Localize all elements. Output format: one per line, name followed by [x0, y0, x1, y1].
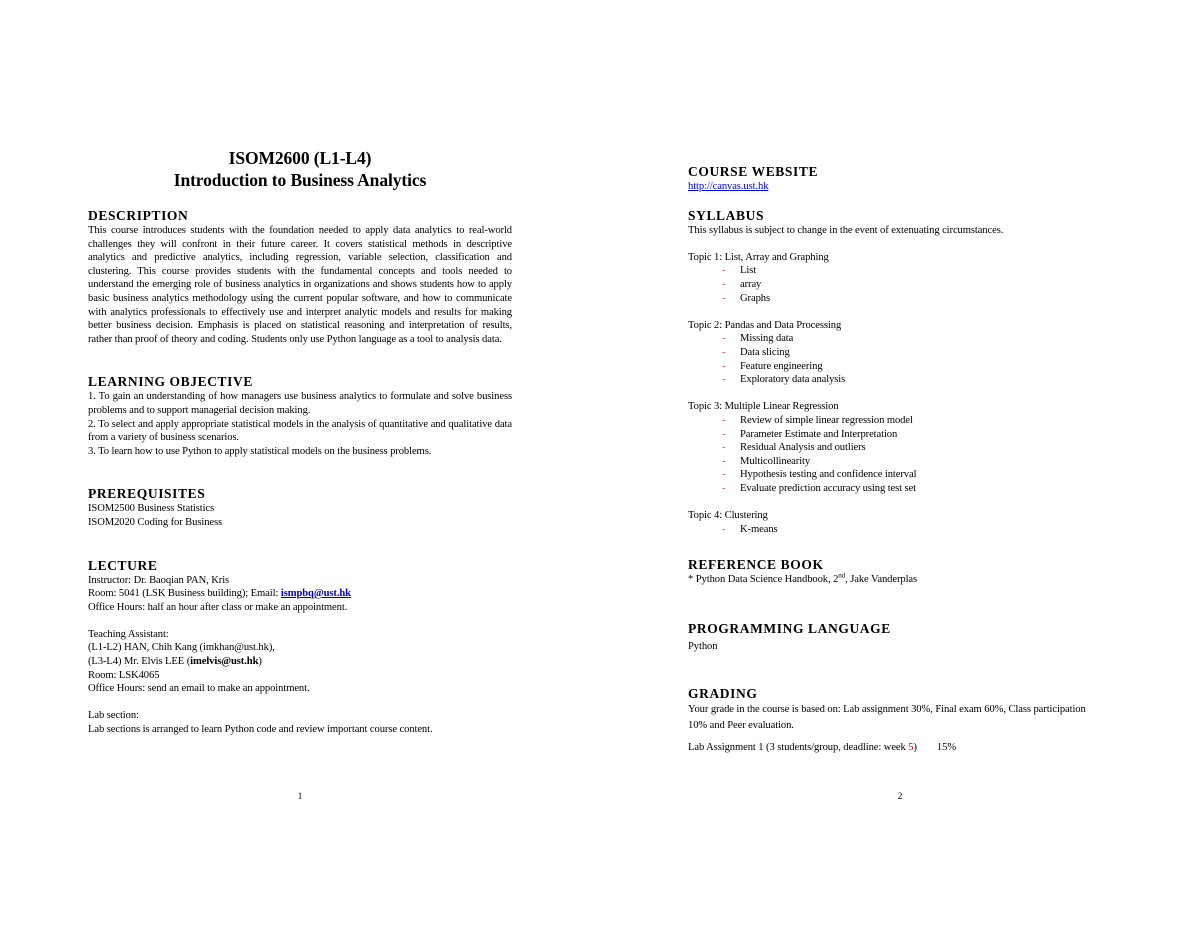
page-1-content: [88, 147, 512, 737]
list-item: - Multicollinearity: [740, 455, 1098, 469]
syllabus-note: This syllabus is subject to change in the event of extenuating circumstances.: [688, 224, 1004, 236]
ta-office-hours-line: Office Hours: send an email to make an appointment.: [88, 683, 310, 695]
reference-book-edition-sup: nd: [838, 571, 846, 580]
instructor-line: Instructor: Dr. Baoqian PAN, Kris: [88, 574, 230, 586]
ta-2-prefix: (L3-L4) Mr. Elvis LEE (: [88, 656, 191, 668]
topic-1-title: Topic 1: List, Array and Graphing: [688, 251, 829, 263]
prerequisite-1: ISOM2500 Business Statistics: [88, 503, 215, 515]
reference-book-author: , Jake Vanderplas: [845, 574, 918, 586]
page-number-2: 2: [897, 792, 903, 802]
topic-3-title: Topic 3: Multiple Linear Regression: [688, 401, 839, 413]
ta-2-line: [88, 655, 512, 669]
page-number-1: 1: [297, 792, 303, 802]
course-website-link[interactable]: http://canvas.ust.hk: [688, 181, 769, 192]
ta-2-suffix: ): [258, 656, 262, 668]
course-code-title: ISOM2600 (L1-L4): [228, 148, 372, 168]
programming-language-value: Python: [688, 640, 718, 652]
list-item: - Feature engineering: [740, 360, 1098, 374]
page-2: [600, 0, 1200, 927]
instructor-email-link[interactable]: ismpbq@ust.hk: [280, 588, 351, 600]
list-item: - List: [740, 264, 1098, 278]
learning-objective-heading: LEARNING OBJECTIVE: [88, 374, 253, 390]
reference-book-heading: REFERENCE BOOK: [688, 557, 824, 573]
room-text: Room: 5041 (LSK Business building); Email:: [88, 588, 281, 600]
description-heading: DESCRIPTION: [88, 208, 189, 223]
list-item: - Data slicing: [740, 346, 1098, 360]
list-item: - array: [740, 278, 1098, 292]
lab-assignment-1-week: 5: [908, 742, 914, 754]
grading-body: Your grade in the course is based on: Lab assignment 30%, Final exam 60%, Class participation 10% and Peer evaluation.: [688, 704, 1086, 732]
list-item: - Evaluate prediction accuracy using test set: [740, 482, 1098, 496]
title-block: [88, 147, 512, 191]
lab-assignment-1-text: Lab Assignment 1 (3 students/group, deadline: week: [688, 742, 909, 754]
list-item: - Missing data: [740, 332, 1098, 346]
learning-objective-1: 1. To gain an understanding of how managers use business analytics to formulate and solve business problems and to support managerial decision making.: [88, 391, 512, 416]
course-website-line: [688, 180, 1098, 194]
topic-4-title: Topic 4: Clustering: [688, 510, 768, 522]
topic-4-list: [688, 523, 1098, 537]
course-name-title: Introduction to Business Analytics: [173, 170, 427, 190]
page-2-content: [688, 164, 1098, 755]
course-website-heading: COURSE WEBSITE: [688, 164, 819, 179]
lecture-heading: LECTURE: [88, 557, 158, 573]
room-email-line: [88, 587, 512, 601]
topic-1-list: [688, 264, 1098, 305]
ta-1-line: (L1-L2) HAN, Chih Kang (imkhan@ust.hk),: [88, 642, 275, 654]
learning-objective-2: 2. To select and apply appropriate statistical models in the analysis of quantitative and qualitative data from a variety of business scenarios.: [88, 418, 512, 444]
list-item: - Hypothesis testing and confidence interval: [740, 468, 1098, 482]
list-item: - Exploratory data analysis: [740, 373, 1098, 387]
programming-language-heading: PROGRAMMING LANGUAGE: [688, 620, 891, 636]
reference-book-text: * Python Data Science Handbook, 2: [688, 574, 839, 586]
lab-section-body: Lab sections is arranged to learn Python code and review important course content.: [88, 724, 433, 736]
prerequisite-2: ISOM2020 Coding for Business: [88, 516, 223, 528]
syllabus-heading: SYLLABUS: [688, 207, 765, 223]
lab-assignment-1-line: [688, 741, 1098, 755]
lab-assignment-1-weight: 15%: [936, 742, 957, 754]
list-item: - Review of simple linear regression model: [740, 414, 1098, 428]
list-item: - Parameter Estimate and Interpretation: [740, 428, 1098, 442]
lab-section-heading: Lab section:: [88, 710, 139, 722]
grading-heading: GRADING: [688, 686, 758, 702]
topic-2-title: Topic 2: Pandas and Data Processing: [688, 319, 842, 331]
office-hours-line: Office Hours: half an hour after class or make an appointment.: [88, 601, 348, 613]
prerequisites-heading: PREREQUISITES: [88, 486, 206, 502]
list-item: - Graphs: [740, 292, 1098, 306]
ta-heading: Teaching Assistant:: [88, 628, 169, 640]
list-item: - K-means: [740, 523, 1098, 537]
list-item: - Residual Analysis and outliers: [740, 441, 1098, 455]
ta-room-line: Room: LSK4065: [88, 669, 160, 681]
learning-objective-3: 3. To learn how to use Python to apply statistical models on the business problems.: [88, 445, 432, 457]
topic-2-list: [688, 332, 1098, 386]
topic-3-list: [688, 414, 1098, 496]
description-body: This course introduces students with the foundation needed to apply data analytics to real-world challenges they will confront in their future career. It covers statistical methods in descriptive analytics and predictive analytics, including regression, variable selection, classification and clustering. This course provides students with the fundamental concepts and tools needed to understand the emerging role of business analytics in organizations and shows students how to apply basic business analytics methodology using the current popular software, and how to communicate with analytics professionals to effectively use and interpret analytic models and results for making better business decision. Emphasis is placed on statistical reasoning and interpretation of results, rather than proof of theory and coding. Students only use Python language as a tool to analysis data.: [88, 225, 512, 345]
ta-2-email: imelvis@ust.hk: [190, 656, 259, 668]
reference-book-line: [688, 573, 1098, 587]
lab-assignment-1-close: ): [913, 742, 917, 754]
